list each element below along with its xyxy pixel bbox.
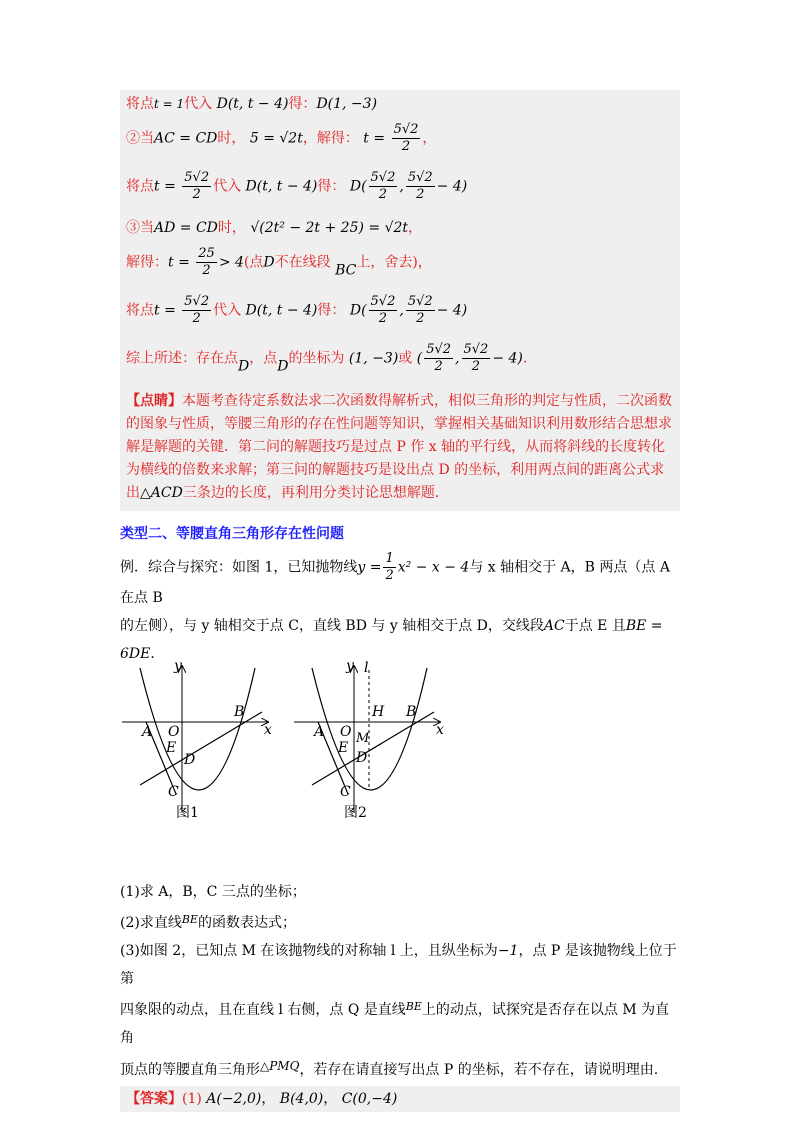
section-heading: 类型二、等腰直角三角形存在性问题: [120, 526, 344, 542]
solution-line-4: ③当AD = CD时， √(2t² − 2t + 25) = √2t，: [126, 220, 423, 236]
point-c-label: C: [168, 784, 179, 800]
solution-line-2: ②当AC = CD时， 5 = √2t，解得： t = $\frac{5√2}{2}$ ，: [126, 122, 437, 154]
point-b-label: B: [406, 704, 417, 720]
point-b-label: B: [234, 704, 245, 720]
comment-block: 【点睛】本题考查待定系数法求二次函数得解析式，相似三角形的判定与性质，二次函数的图象与性质，等腰三角形的存在性问题等知识，掌握相关基础知识利用数形结合思想求解是解题的关键．第二问的解题技巧是过点 P 作 x 轴的平行线，从而将斜线的长度转化为横线的倍数来求解；第三问的解题技巧是设出点 D 的坐标，利用两点间的距离公式求出△ACD三条边的长度，再利用分类讨论思想解题．: [126, 393, 672, 501]
fraction: $\frac{25}{2}$: [198, 246, 215, 278]
point-d-label: D: [184, 752, 196, 768]
questions: [120, 878, 680, 1084]
fraction: $\frac{5√2}{2}$: [463, 342, 489, 374]
y-axis-label: y: [346, 658, 354, 674]
point-m-label: M: [356, 731, 370, 746]
solution-line-6: 将点t = $\frac{5√2}{2}$ 代入 D(t, t − 4)得： D( $\frac{5√2}{2}$ , $\frac{5√2}{2}$ − 4): [126, 294, 468, 326]
point-h-label: H: [372, 704, 385, 720]
question-1: (1)求 A，B，C 三点的坐标；: [120, 884, 306, 900]
example-text: 例．综合与探究：如图 1，已知抛物线y = $\frac{1}{2}$ x² − x − 4与 x 轴相交于 A，B 两点（点 A 在点 B 的左侧），与 y 轴相交于点 C，直线 BD 与 y 轴相交于点 D，交线段AC于点 E 且BE = 6DE．: [120, 551, 670, 662]
figure-1-caption: 图1: [176, 805, 199, 821]
figure-2-caption: 图2: [344, 805, 367, 821]
x-axis-label: x: [436, 722, 444, 738]
point-c-label: C: [340, 784, 351, 800]
fraction: $\frac{5√2}{2}$: [393, 122, 419, 154]
question-3: (3)如图 2，已知点 M 在该抛物线的对称轴 l 上，且纵坐标为−1，点 P 是该抛物线上位于第 四象限的动点，且在直线 l 右侧，点 Q 是直线$^{BE}$上的动点，试探究是否存在以点 M 为直角 顶点的等腰直角三角形△PMQ，若存在请直接写出点 P 的坐标，若不存在，请说明理由.: [120, 943, 677, 1078]
figure-diagrams: [120, 658, 680, 872]
point-d-label: D: [356, 750, 368, 766]
solution-line-5: 解得：t = $\frac{25}{2}$ > 4(点D不在线段 BC上，舍去)，: [126, 246, 432, 279]
figures: [120, 658, 680, 872]
line-bd: [140, 712, 262, 785]
parabola: [140, 668, 255, 790]
parabola: [312, 668, 427, 790]
fraction: $\frac{5√2}{2}$: [407, 170, 433, 202]
fraction: $\frac{5√2}{2}$: [184, 294, 210, 326]
fraction: $\frac{5√2}{2}$: [407, 294, 433, 326]
x-axis-label: x: [264, 722, 272, 738]
figure-1: [122, 658, 272, 821]
solution-line-7: 综上所述：存在点D，点D的坐标为 (1, −3)或 ( $\frac{5√2}{2}$ , $\frac{5√2}{2}$ − 4).: [126, 342, 528, 375]
y-axis-label: y: [174, 658, 182, 674]
point-e-label: E: [166, 740, 177, 756]
point-o-label: O: [340, 724, 352, 740]
line-bd: [312, 712, 434, 785]
figure-2: [294, 658, 444, 821]
point-a-label: A: [142, 724, 153, 740]
fraction: $\frac{5√2}{2}$: [370, 170, 396, 202]
solution-line-3: 将点t = $\frac{5√2}{2}$ 代入 D(t, t − 4)得： D( $\frac{5√2}{2}$ , $\frac{5√2}{2}$ − 4): [126, 170, 468, 202]
page: [120, 90, 680, 1112]
axis-l-label: l: [364, 660, 369, 676]
point-e-label: E: [338, 740, 349, 756]
question-2: (2)求直线$^{BE}$的函数表达式；: [120, 913, 296, 931]
point-o-label: O: [168, 724, 180, 740]
answer-block: 【答案】(1) A(−2,0)， B(4,0)， C(0,−4): [120, 1086, 680, 1112]
fraction: $\frac{5√2}{2}$: [184, 170, 210, 202]
fraction: $\frac{1}{2}$: [385, 551, 394, 583]
solution-block: [120, 90, 680, 511]
solution-line-1: 将点t = 1代入 D(t, t − 4)得：D(1, −3): [126, 96, 378, 112]
point-a-label: A: [314, 724, 325, 740]
fraction: $\frac{5√2}{2}$: [426, 342, 452, 374]
fraction: $\frac{5√2}{2}$: [370, 294, 396, 326]
